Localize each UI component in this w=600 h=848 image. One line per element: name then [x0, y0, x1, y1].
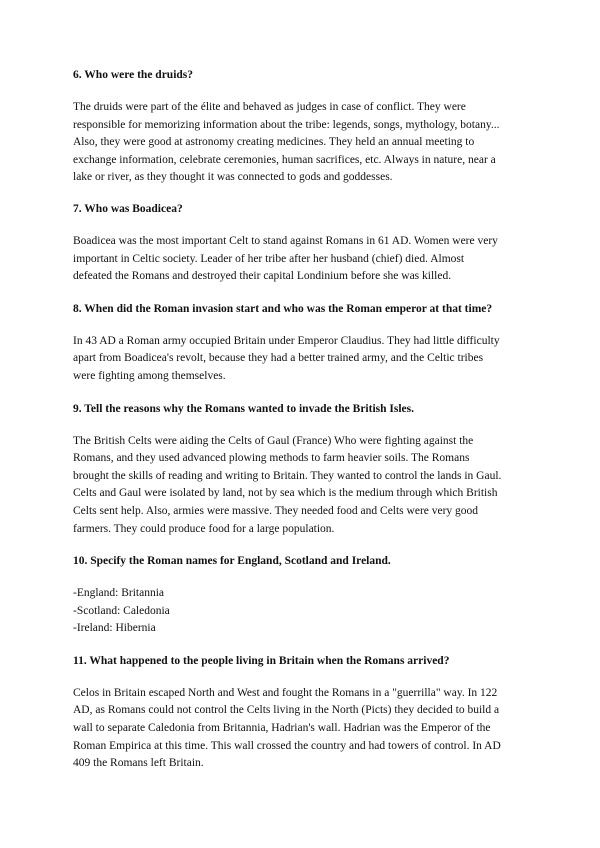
question-heading: 11. What happened to the people living in Britain when the Romans arrived? — [73, 654, 450, 667]
answer-line: The druids were part of the élite and behaved as judges in case of conflict. They were — [73, 101, 466, 113]
answer-line: Celts and Gaul were isolated by land, not by sea which is the medium through which British — [73, 487, 498, 500]
answer-line: 409 the Romans left Britain. — [73, 757, 204, 770]
answer-line: farmers. They could produce food for a large population. — [73, 522, 335, 535]
answer-line: Boadicea was the most important Celt to stand against Romans in 61 AD. Women were very — [73, 234, 498, 247]
question-heading: 6. Who were the druids? — [73, 69, 194, 81]
list-item: -Scotland: Caledonia — [73, 604, 170, 617]
section-roman-names — [73, 552, 533, 638]
question-heading: 8. When did the Roman invasion start and who was the Roman emperor at that time? — [73, 302, 493, 315]
answer-line: Celts sent help. Also, armies were massive. They needed food and Celts were very good — [73, 504, 479, 517]
answer-line: lake or river, as they thought it was connected to gods and goddesses. — [73, 171, 393, 184]
answer-line: defeated the Romans and destroyed their capital Londinium before she was killed. — [73, 270, 452, 283]
answer-line: AD, as Romans could not control the Celts living in the North (Picts) they decided to build a — [73, 704, 500, 717]
answer-line: responsible for memorizing information about the tribe: legends, songs, mythology, botany... — [73, 118, 500, 131]
section-boadicea — [73, 200, 533, 286]
section-druids — [73, 66, 533, 187]
question-heading: 9. Tell the reasons why the Romans wanted to invade the British Isles. — [73, 402, 414, 415]
answer-line: wall to separate Caledonia from Britannia, Hadrian's wall. Hadrian was the Emperor of the — [73, 722, 491, 735]
answer-paragraph — [73, 333, 533, 386]
answer-paragraph — [73, 685, 533, 773]
list-item: -Ireland: Hibernia — [73, 622, 156, 635]
answer-line: Romans, and they used advanced plowing methods to farm heavier soils. The Romans — [73, 452, 470, 465]
list-item: -England: Britannia — [73, 587, 165, 600]
question-heading: 7. Who was Boadicea? — [73, 202, 183, 215]
answer-line: Also, they were good at astronomy creating medicines. They held an annual meeting to — [73, 136, 475, 149]
question-heading: 10. Specify the Roman names for England, Scotland and Ireland. — [73, 555, 391, 568]
answer-paragraph — [73, 99, 533, 187]
document-page — [73, 66, 533, 787]
answer-paragraph — [73, 433, 533, 539]
answer-line: Celos in Britain escaped North and West and fought the Romans in a "guerrilla" way. In 122 — [73, 686, 498, 699]
answer-line: were fighting among themselves. — [73, 369, 226, 382]
answer-line: In 43 AD a Roman army occupied Britain under Emperor Claudius. They had little difficulty — [73, 334, 500, 347]
answer-line: Roman Empirica at this time. This wall crossed the country and had towers of control. In AD — [73, 739, 501, 752]
answer-line: The British Celts were aiding the Celts of Gaul (France) Who were fighting against the — [73, 434, 474, 447]
section-invasion-reasons — [73, 400, 533, 539]
answer-line: brought the skills of reading and writing to Britain. They wanted to control the lands in Gaul. — [73, 469, 502, 482]
answer-line: exchange information, celebrate ceremonies, human sacrifices, etc. Always in nature, near a — [73, 153, 496, 166]
answer-line: apart from Boadicea's revolt, because they had a better trained army, and the Celtic tribes — [73, 352, 484, 365]
answer-paragraph — [73, 233, 533, 286]
section-roman-invasion — [73, 300, 533, 386]
answer-line: important in Celtic society. Leader of her tribe after her husband (chief) died. Almost — [73, 252, 465, 265]
answer-list — [73, 585, 533, 638]
section-people-in-britain — [73, 652, 533, 773]
